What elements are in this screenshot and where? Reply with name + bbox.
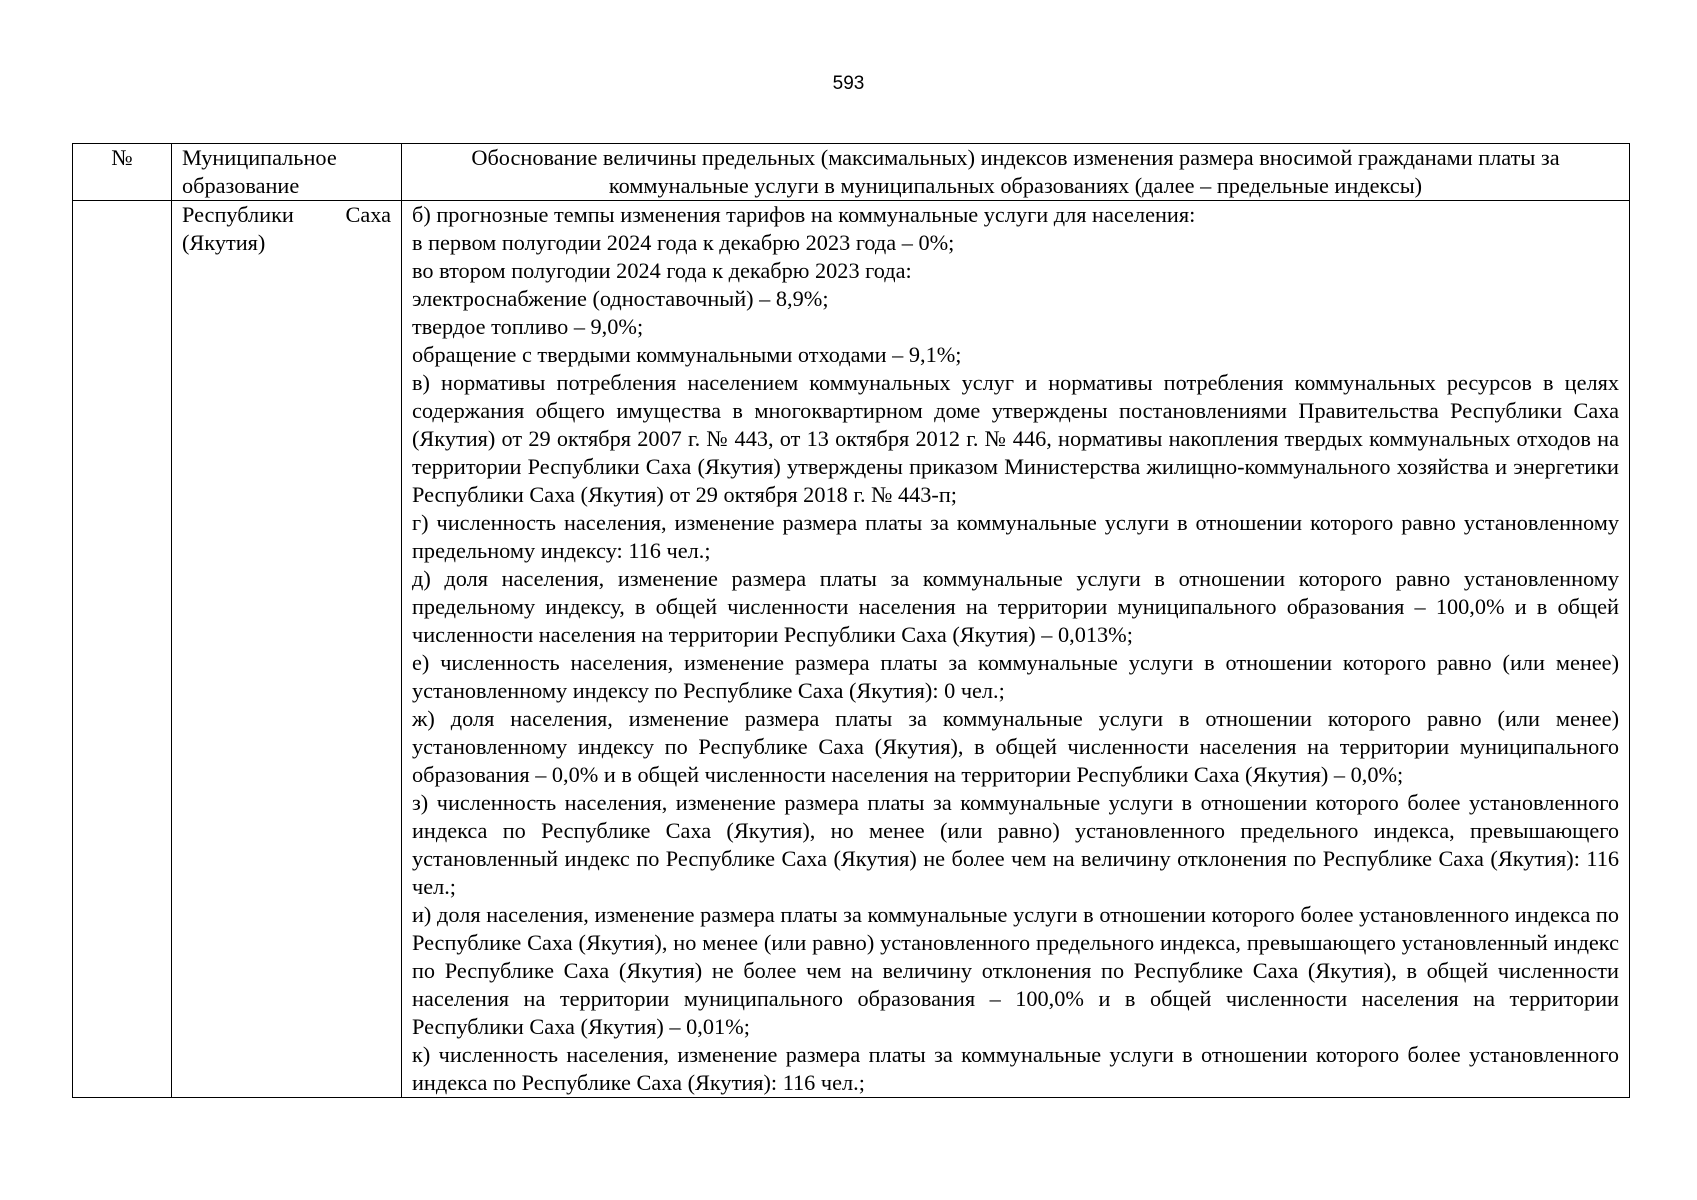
table-header-row xyxy=(73,144,1630,201)
paragraph: твердое топливо – 9,0%; xyxy=(412,314,644,339)
row-number-cell xyxy=(73,201,172,1098)
tariff-index-table xyxy=(72,143,1630,1098)
municipality-cell xyxy=(172,201,402,1098)
paragraph: обращение с твердыми коммунальными отходами – 9,1%; xyxy=(412,342,962,367)
paragraph: электроснабжение (одноставочный) – 8,9%; xyxy=(412,286,829,311)
municipality-word: Республики xyxy=(182,202,294,227)
paragraph: и) доля населения, изменение размера платы за коммунальные услуги в отношении которого более установленного индекса по Республике Саха (Якутия), но менее (или равно) установленного предельного индекса, превышающего установленный индекс по Республике Саха (Якутия) не более чем на величину отклонения по Республике Саха (Якутия), в общей численности населения на территории муниципального образования – 100,0% и в общей численности населения на территории Республики Саха (Якутия) – 0,01%; xyxy=(412,902,1619,1039)
table-row xyxy=(73,201,1630,1098)
paragraph: д) доля населения, изменение размера платы за коммунальные услуги в отношении которого равно установленному предельному индексу, в общей численности населения на территории муниципального образования – 100,0% и в общей численности населения на территории Республики Саха (Якутия) – 0,013%; xyxy=(412,566,1619,647)
paragraph: к) численность населения, изменение размера платы за коммунальные услуги в отношении которого более установленного индекса по Республике Саха (Якутия): 116 чел.; xyxy=(412,1042,1619,1095)
paragraph: в) нормативы потребления населением коммунальных услуг и нормативы потребления коммунальных ресурсов в целях содержания общего имущества в многоквартирном доме утверждены постановлениями Правительства Республики Саха (Якутия) от 29 октября 2007 г. № 443, от 13 октября 2012 г. № 446, нормативы накопления твердых коммунальных отходов на территории Республики Саха (Якутия) утверждены приказом Министерства жилищно-коммунального хозяйства и энергетики Республики Саха (Якутия) от 29 октября 2018 г. № 443-п; xyxy=(412,370,1619,507)
paragraph: е) численность населения, изменение размера платы за коммунальные услуги в отношении которого равно (или менее) установленному индексу по Республике Саха (Якутия): 0 чел.; xyxy=(412,650,1619,703)
municipality-line xyxy=(182,201,391,229)
paragraph: во втором полугодии 2024 года к декабрю 2023 года: xyxy=(412,258,912,283)
header-number: № xyxy=(73,144,172,201)
paragraph: ж) доля населения, изменение размера платы за коммунальные услуги в отношении которого равно (или менее) установленному индексу по Республике Саха (Якутия), в общей численности населения на территории муниципального образования – 0,0% и в общей численности населения на территории Республики Саха (Якутия) – 0,0%; xyxy=(412,706,1619,787)
municipality-word: Саха xyxy=(345,202,391,227)
header-municipality: Муниципальное образование xyxy=(172,144,402,201)
paragraph: з) численность населения, изменение размера платы за коммунальные услуги в отношении которого более установленного индекса по Республике Саха (Якутия), но менее (или равно) установленного предельного индекса, превышающего установленный индекс по Республике Саха (Якутия) не более чем на величину отклонения по Республике Саха (Якутия): 116 чел.; xyxy=(412,790,1619,899)
paragraph: в первом полугодии 2024 года к декабрю 2023 года – 0%; xyxy=(412,230,955,255)
header-justification: Обоснование величины предельных (максимальных) индексов изменения размера вносимой гражданами платы за коммунальные услуги в муниципальных образованиях (далее – предельные индексы) xyxy=(402,144,1630,201)
page-number: 593 xyxy=(832,73,865,94)
paragraph: б) прогнозные темпы изменения тарифов на коммунальные услуги для населения: xyxy=(412,202,1196,227)
paragraph: г) численность населения, изменение размера платы за коммунальные услуги в отношении которого равно установленному предельному индексу: 116 чел.; xyxy=(412,510,1619,563)
justification-cell xyxy=(402,201,1630,1098)
municipality-line: (Якутия) xyxy=(182,230,266,255)
